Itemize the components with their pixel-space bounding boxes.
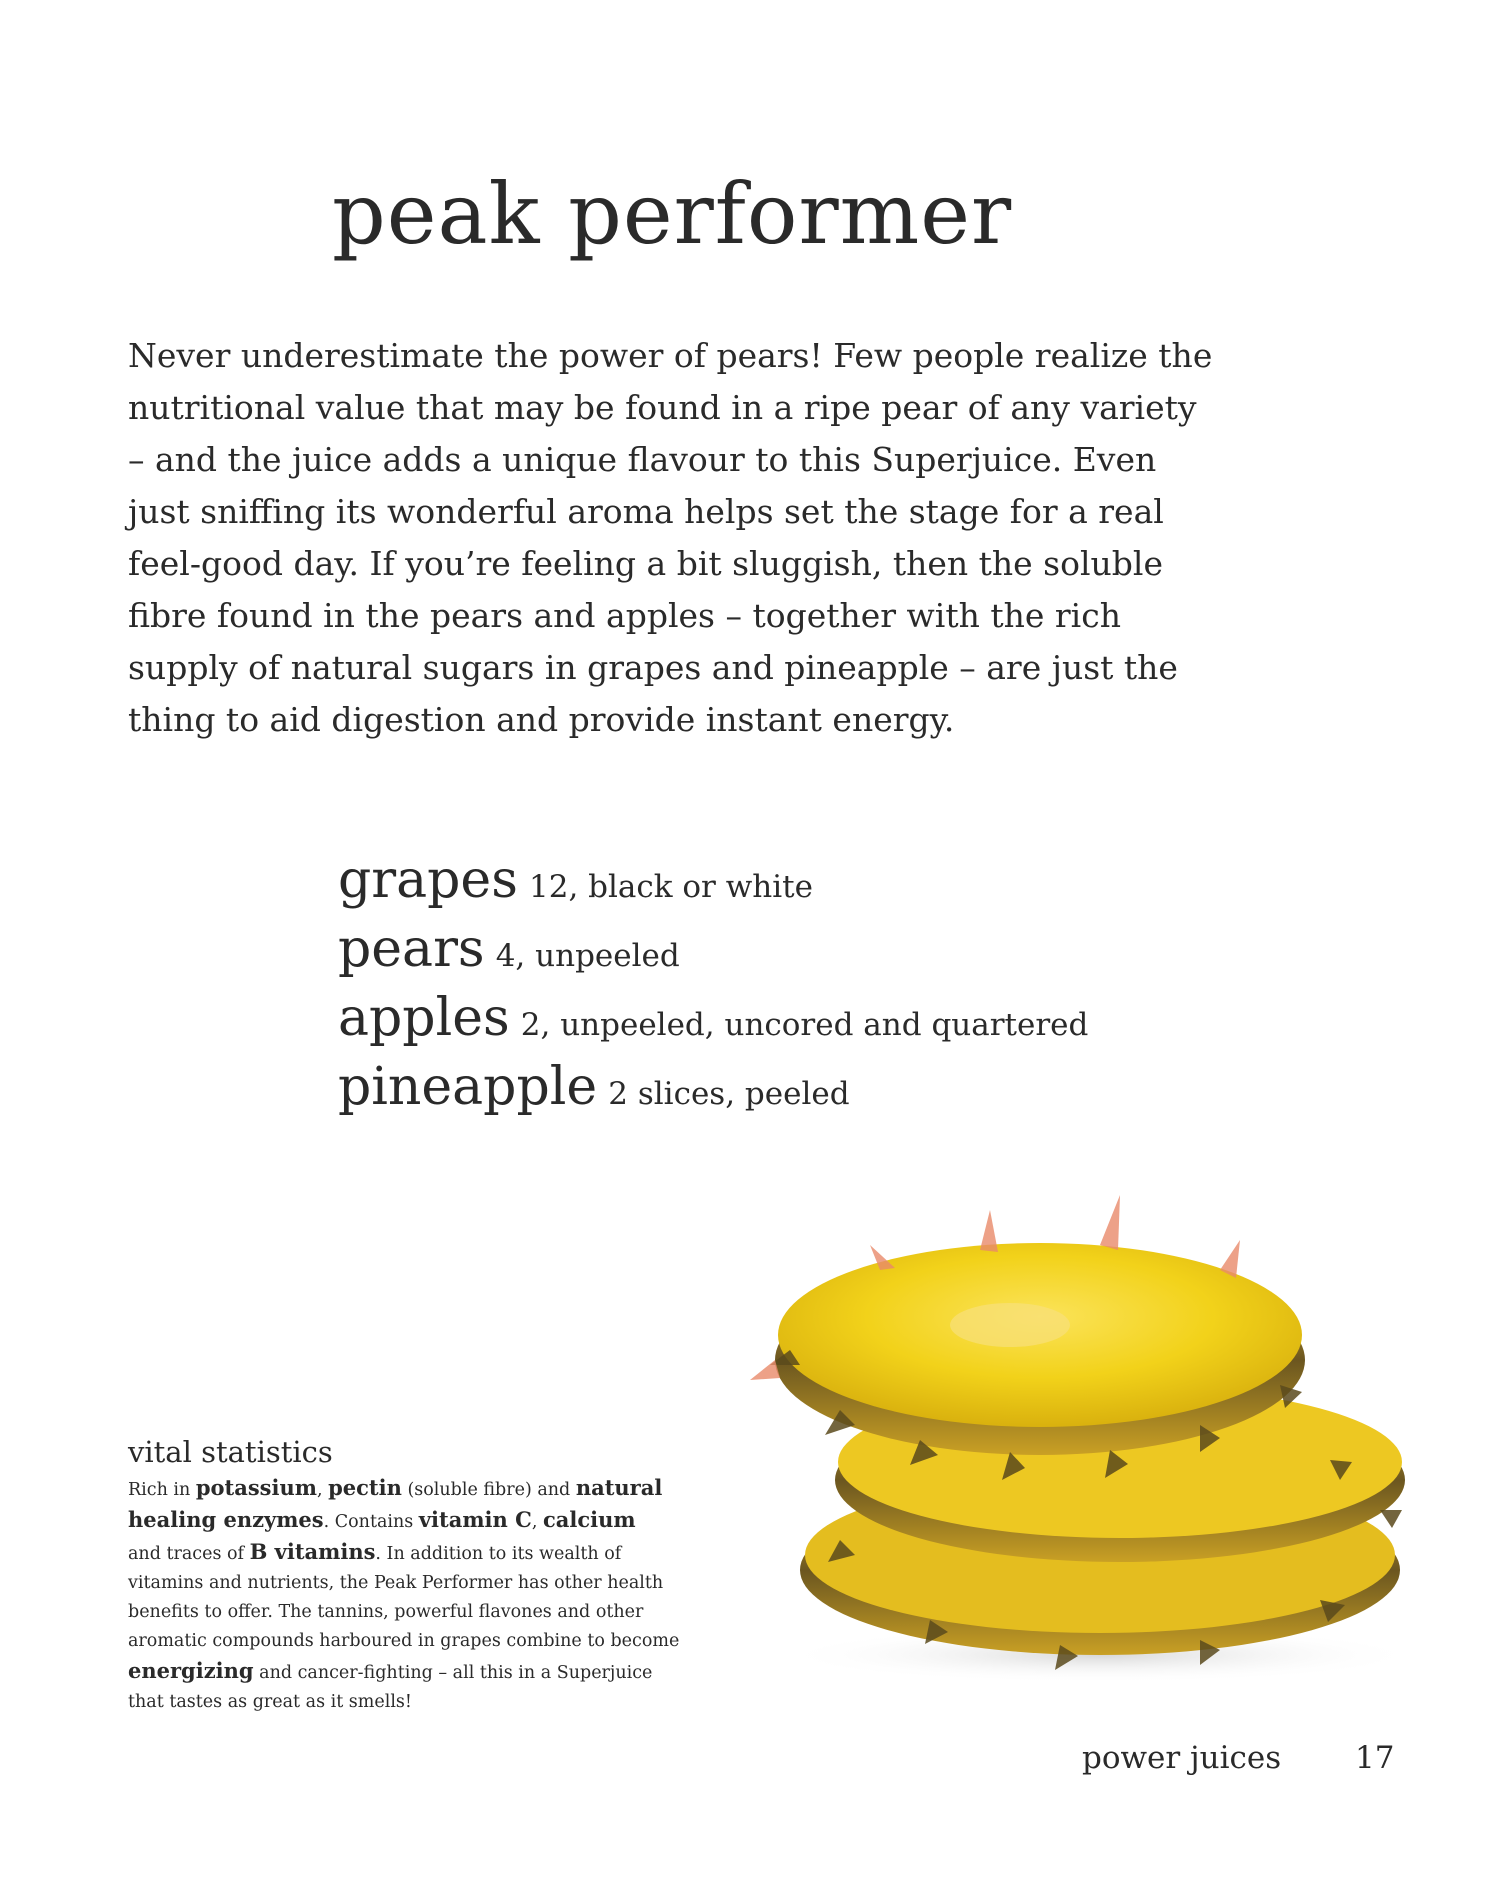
stats-line [128, 1656, 688, 1688]
stats-bold-term: B vitamins [249, 1539, 376, 1564]
page-title: peak performer [332, 165, 1013, 263]
intro-line: nutritional value that may be found in a ripe pear of any variety [128, 388, 1197, 427]
stats-line [128, 1505, 688, 1537]
stats-bold-term: pectin [328, 1475, 402, 1500]
intro-line: fibre found in the pears and apples – together with the rich [128, 596, 1121, 635]
ingredient-item [338, 850, 1088, 919]
ingredient-item [338, 1057, 1088, 1126]
ingredients-list [338, 850, 1088, 1126]
stats-line: aromatic compounds harboured in grapes combine to become [128, 1631, 680, 1651]
stats-bold-term: healing enzymes [128, 1507, 324, 1532]
stats-line: that tastes as great as it smells! [128, 1692, 412, 1712]
ingredient-item [338, 988, 1088, 1057]
pineapple-slices-photo [680, 1150, 1420, 1690]
ingredient-name: pineapple [338, 1057, 598, 1117]
stats-text: (soluble fibre) and [401, 1480, 576, 1500]
stats-text: Rich in [128, 1480, 196, 1500]
intro-line: just sniffing its wonderful aroma helps set the stage for a real [128, 492, 1164, 531]
stats-line: vitamins and nutrients, the Peak Performer has other health [128, 1573, 664, 1593]
intro-paragraph [128, 330, 1213, 746]
stats-bold-term: energizing [128, 1658, 254, 1683]
stats-text: , [531, 1512, 543, 1532]
intro-line: – and the juice adds a unique flavour to this Superjuice. Even [128, 440, 1157, 479]
intro-line: supply of natural sugars in grapes and pineapple – are just the [128, 648, 1178, 687]
ingredient-quantity: 2, unpeeled, uncored and quartered [520, 1007, 1089, 1043]
stats-bold-term: vitamin C [418, 1507, 532, 1532]
ingredient-name: apples [338, 988, 510, 1048]
ingredient-quantity: 2 slices, peeled [608, 1076, 850, 1112]
stats-bold-term: potassium [195, 1475, 317, 1500]
stats-line [128, 1473, 688, 1505]
stats-text: and cancer-fighting – all this in a Superjuice [253, 1663, 653, 1683]
stats-line [128, 1537, 688, 1569]
stats-bold-term: calcium [542, 1507, 636, 1532]
ingredient-quantity: 12, black or white [529, 869, 813, 905]
ingredient-name: grapes [338, 850, 518, 910]
ingredient-item [338, 919, 1088, 988]
stats-text: , [316, 1480, 329, 1500]
page-number: 17 [1355, 1740, 1395, 1776]
intro-line: feel-good day. If you’re feeling a bit sluggish, then the soluble [128, 544, 1163, 583]
vital-statistics-heading: vital statistics [128, 1435, 333, 1469]
ingredient-name: pears [338, 919, 485, 979]
stats-text: . Contains [323, 1512, 419, 1532]
stats-text: and traces of [128, 1544, 250, 1564]
ingredient-quantity: 4, unpeeled [495, 938, 680, 974]
vital-statistics-body [128, 1473, 688, 1717]
stats-text: . In addition to its wealth of [375, 1544, 622, 1564]
intro-line: thing to aid digestion and provide instant energy. [128, 700, 955, 739]
stats-bold-term: natural [575, 1475, 663, 1500]
intro-line: Never underestimate the power of pears! Few people realize the [128, 336, 1213, 375]
stats-line: benefits to offer. The tannins, powerful flavones and other [128, 1602, 644, 1622]
vital-statistics [128, 1435, 688, 1717]
running-footer-section: power juices [1082, 1740, 1282, 1776]
